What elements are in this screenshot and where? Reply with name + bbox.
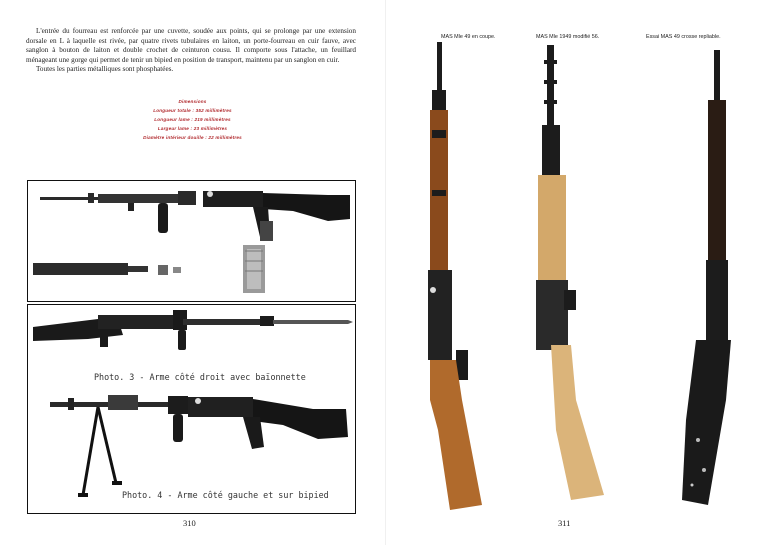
dimensions-title: Dimensions [178, 99, 207, 104]
rifle-mas49-folding-stock [682, 50, 731, 505]
rifle-bipod-illustration [28, 305, 355, 513]
rifle-mas49-56 [536, 45, 604, 500]
rifles-photo [386, 0, 771, 545]
rifle-parts-illustration [28, 181, 355, 301]
dimensions-block [100, 97, 285, 142]
dimension-line: Longueur totale : 352 millimètres [153, 108, 232, 113]
paragraph-2: Toutes les parties métalliques sont phosphatées. [36, 65, 174, 74]
photo-rifle-bayonet-bipod [27, 304, 356, 514]
photo3-caption: Photo. 3 - Arme côté droit avec baïonnette [94, 372, 306, 382]
rifle-label-1: MAS Mle 49 en coupe. [441, 34, 496, 40]
right-page [386, 0, 771, 545]
photo-disassembled-rifle [27, 180, 356, 302]
dimension-line: Longueur lame : 219 millimètres [154, 117, 231, 122]
dimension-line: Largeur lame : 23 millimètres [157, 126, 228, 131]
body-text [26, 27, 356, 75]
left-page [0, 0, 385, 545]
rifle-label-2: MAS Mle 1949 modifié 56. [536, 34, 600, 40]
page-number-right: 311 [558, 518, 571, 528]
rifle-mas49-cutaway [428, 42, 482, 510]
page-number-left: 310 [183, 518, 196, 528]
dimension-line: Diamètre intérieur douille : 22 millimètres [143, 135, 242, 140]
paragraph-1: L'entrée du fourreau est renforcée par une cuvette, soudée aux points, qui se prolonge par une extension dorsale en L à laquelle est rivée, par quatre rivets tubulaires en laiton, un porte-fourreau en cuir fauve, avec sanglon à bouton de laiton et double crochet de ceinturon cousu. Il comporte sous l'attache, un feuillard ménageant une gorge qui permet de tenir un bipied en position de transport, maintenu par un sanglon en cuir. [26, 27, 356, 64]
photo4-caption: Photo. 4 - Arme côté gauche et sur bipied [122, 490, 329, 500]
rifle-label-3: Essai MAS 49 crosse repliable. [646, 34, 721, 40]
